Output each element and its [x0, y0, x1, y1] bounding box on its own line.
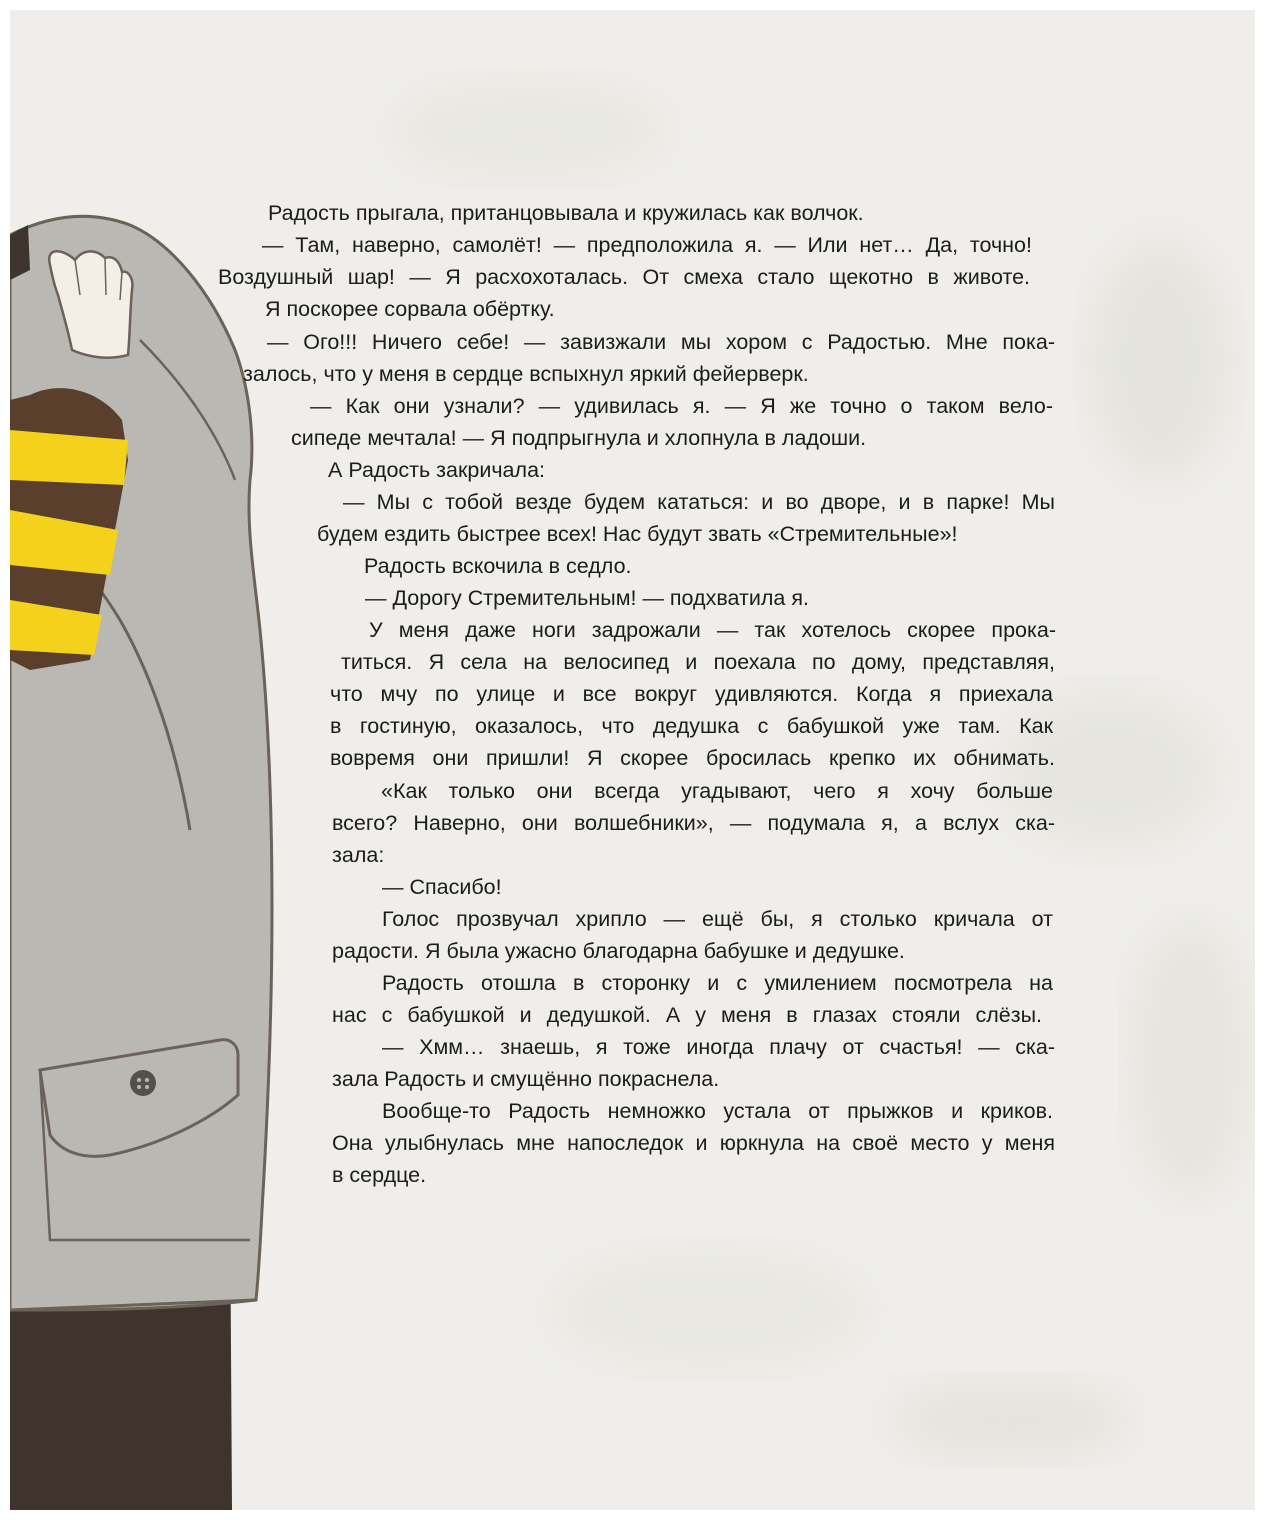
text-line: Она улыбнулась мне напоследок и юркнула на своё место у меня [332, 1131, 1055, 1155]
text-line: — Спасибо! [382, 875, 502, 899]
story-text [10, 197, 1255, 1207]
text-line: А Радость закричала: [328, 458, 545, 482]
text-line: — Как они узнали? — удивилась я. — Я же точно о таком вело- [310, 394, 1053, 418]
text-line: будем ездить быстрее всех! Нас будут звать «Стремительные»! [317, 522, 958, 546]
text-line: нас с бабушкой и дедушкой. А у меня в глазах стояли слёзы. [332, 1003, 1042, 1027]
text-line: — Мы с тобой везде будем кататься: и во дворе, и в парке! Мы [343, 490, 1055, 514]
text-line: в сердце. [332, 1163, 427, 1187]
text-line: что мчу по улице и все вокруг удивляются. Когда я приехала [330, 682, 1053, 706]
text-line: — Ого!!! Ничего себе! — завизжали мы хором с Радостью. Мне пока- [267, 330, 1055, 354]
text-line: вовремя они пришли! Я скорее бросилась крепко их обнимать. [330, 746, 1055, 770]
text-line: Голос прозвучал хрипло — ещё бы, я столько кричала от [382, 907, 1053, 931]
text-line: в гостиную, оказалось, что дедушка с бабушкой уже там. Как [330, 714, 1053, 738]
text-line: «Как только они всегда угадывают, чего я хочу больше [381, 779, 1053, 803]
text-line: — Дорогу Стремительным! — подхватила я. [365, 586, 809, 610]
text-line: — Там, наверно, самолёт! — предположила я. — Или нет… Да, точно! [262, 233, 1032, 257]
text-line: радости. Я была ужасно благодарна бабушке и дедушке. [332, 939, 905, 963]
book-page [10, 10, 1255, 1510]
text-line: Радость вскочила в седло. [364, 554, 632, 578]
text-line: всего? Наверно, они волшебники», — подумала я, а вслух ска- [332, 811, 1055, 835]
text-line: Вообще-то Радость немножко устала от прыжков и криков. [382, 1099, 1053, 1123]
text-line: титься. Я села на велосипед и поехала по дому, представляя, [341, 650, 1055, 674]
text-line: Радость прыгала, пританцовывала и кружилась как волчок. [268, 201, 864, 225]
text-line: Воздушный шар! — Я расхохоталась. От смеха стало щекотно в животе. [218, 265, 1030, 289]
text-line: — Хмм… знаешь, я тоже иногда плачу от счастья! — ска- [382, 1035, 1055, 1059]
text-line: Я поскорее сорвала обёртку. [265, 297, 555, 321]
text-line: зала Радость и смущённо покраснела. [332, 1067, 720, 1091]
text-line: зала: [332, 843, 385, 867]
text-line: Радость отошла в сторонку и с умилением посмотрела на [382, 971, 1053, 995]
text-line: сипеде мечтала! — Я подпрыгнула и хлопнула в ладоши. [291, 426, 867, 450]
text-line: У меня даже ноги задрожали — так хотелось скорее прока- [369, 618, 1056, 642]
text-line: залось, что у меня в сердце вспыхнул яркий фейерверк. [243, 362, 809, 386]
